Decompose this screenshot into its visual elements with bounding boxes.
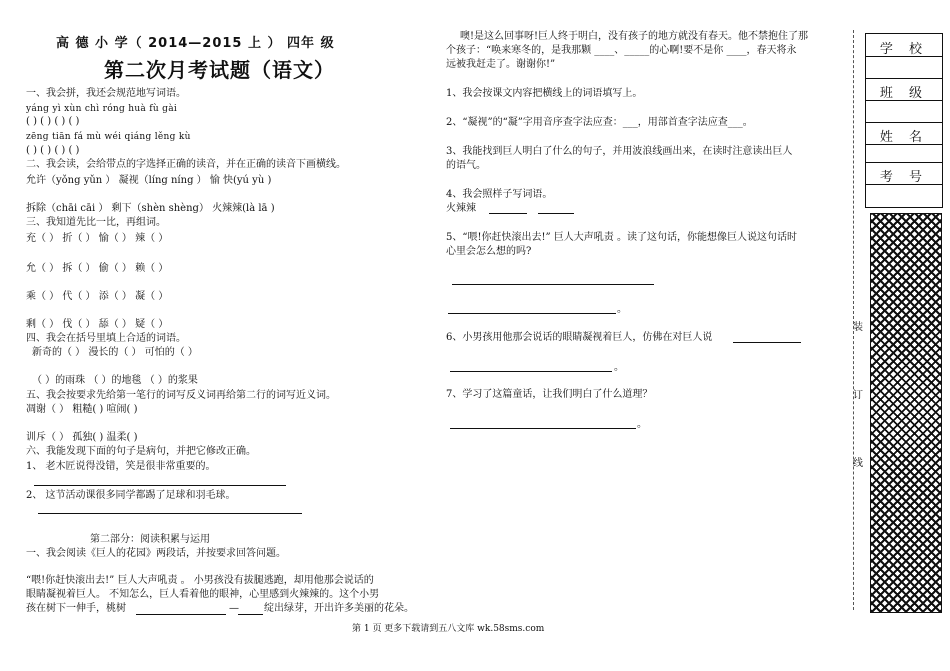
- question-3-line-2: 的语气。: [446, 160, 486, 171]
- name-label: 姓 名: [879, 130, 929, 145]
- part-2-heading: 第二部分：阅读积累与运用: [90, 534, 210, 545]
- answer-line-q6-1[interactable]: [733, 342, 801, 343]
- example-word: 火辣辣: [446, 203, 476, 214]
- school-input[interactable]: [866, 56, 942, 79]
- passage-line-3: 孩在树下一伸手，桃树: [26, 603, 126, 614]
- q5-period: 。: [617, 304, 627, 315]
- section-2-heading: 二、我会读，会给带点的字选择正确的读音，并在正确的读音下画横线。: [26, 159, 346, 170]
- question-3-line-1: 3、我能找到巨人明白了什么的句子，并用波浪线画出来，在读时注意读出巨人: [446, 146, 793, 157]
- passage-line-1: “喂!你赶快滚出去!” 巨人大声吼责 。 小男孩没有拔腿逃跑，却用他那会说话的: [26, 575, 374, 586]
- passage2-line-3: 远被我赶走了。谢谢你!”: [446, 59, 556, 70]
- q6-period: 。: [614, 362, 624, 373]
- answer-line-1[interactable]: [34, 485, 286, 486]
- compare-row-3: 乘（ ） 代（ ） 添（ ） 凝（ ）: [26, 291, 169, 302]
- student-info-box: [865, 33, 943, 208]
- section-5-heading: 五、我会按要求先给第一笔行的词写反义词再给第二行的词写近义词。: [26, 390, 336, 401]
- binding-char-1: 装: [853, 322, 863, 333]
- passage-dash: —: [229, 603, 239, 614]
- answer-line-q5-1[interactable]: [452, 284, 654, 285]
- section-3-heading: 三、我知道先比一比，再组词。: [26, 217, 166, 228]
- passage-line-2: 眼睛凝视着巨人。 不知怎么，巨人看着他的眼神，心里感到火辣辣的。这个小男: [26, 589, 380, 600]
- binding-char-3: 线: [853, 458, 863, 469]
- question-5-line-1: 5、“喂!你赶快滚出去!” 巨人大声吼责 。读了这句话，你能想像巨人说这句话时: [446, 232, 797, 243]
- passage2-line-2: 个孩子：“唤来寒冬的，是我那颗 ____、_____的心啊!要不是你 ____，春天将永: [446, 45, 797, 56]
- antonym-row: 凋谢（ ） 粗糙( ) 喧闹( ): [26, 404, 138, 415]
- exam-number-input[interactable]: [866, 184, 942, 205]
- passage-blank-2[interactable]: [238, 614, 263, 615]
- section-6-heading: 六、我能发现下面的句子是病句，并把它修改正确。: [26, 446, 256, 457]
- exam-number-row: [866, 162, 942, 185]
- school-row: [866, 34, 942, 57]
- exam-number-label: 考 号: [879, 170, 929, 185]
- answer-brackets-row-1: ( ) ( ) ( ) ( ): [26, 116, 80, 127]
- answer-line-q6-2[interactable]: [450, 371, 612, 372]
- question-7: 7、学习了这篇童话，让我们明白了什么道理？: [446, 389, 653, 400]
- school-header: 高 德 小 学（ 2014—2015 上 ） 四年 级: [56, 36, 335, 51]
- page-title: 第二次月考试题（语文）: [104, 58, 335, 82]
- fill-words-row-2: （ ）的雨珠 （ ）的地毯 （ ）的浆果: [32, 375, 198, 386]
- fill-words-row-1: 新奇的（ ） 漫长的（ ） 可怕的（ ）: [32, 347, 198, 358]
- reading-row-1: 允许（yǒng yǔn ） 凝视（líng níng ） 愉 快(yú yù ): [26, 175, 272, 186]
- question-5-line-2: 心里会怎么想的吗?: [446, 246, 532, 257]
- compare-row-4: 剩（ ） 伐（ ） 舔（ ） 疑（ ）: [26, 319, 169, 330]
- synonym-row: 训斥（ ） 孤独( ) 温柔( ): [26, 432, 138, 443]
- word-blank-2[interactable]: [538, 213, 574, 214]
- page-footer: 第 1 页 更多下载请到五八文库 wk.58sms.com: [352, 624, 545, 634]
- sick-sentence-1: 1、 老木匠说得没错，笑是很非常重要的。: [26, 461, 216, 472]
- class-input[interactable]: [866, 100, 942, 123]
- question-6: 6、小男孩用他那会说话的眼睛凝视着巨人，仿佛在对巨人说: [446, 332, 713, 343]
- word-blank-1[interactable]: [489, 213, 527, 214]
- q7-period: 。: [637, 419, 647, 430]
- binding-char-2: 订: [853, 390, 863, 401]
- section-4-heading: 四、我会在括号里填上合适的词语。: [26, 333, 186, 344]
- school-label: 学 校: [879, 42, 929, 57]
- answer-line-q5-2[interactable]: [448, 313, 616, 314]
- name-input[interactable]: [866, 144, 942, 163]
- passage-line-3-end: 绽出绿芽，开出许多美丽的花朵。: [264, 603, 414, 614]
- name-row: [866, 122, 942, 145]
- answer-brackets-row-2: ( ) ( ) ( ) ( ): [26, 145, 80, 156]
- compare-row-1: 充（ ） 折（ ） 愉（ ） 辣（ ）: [26, 233, 169, 244]
- question-4: 4、我会照样子写词语。: [446, 189, 553, 200]
- question-1: 1、我会按课文内容把横线上的词语填写上。: [446, 88, 643, 99]
- passage-blank-1[interactable]: [136, 614, 226, 615]
- reading-row-2: 拆除（chāi cāi ） 剩下（shèn shèng） 火辣辣(là lā ): [26, 203, 275, 214]
- class-label: 班 级: [879, 86, 929, 101]
- reading-intro: 一、我会阅读《巨人的花园》两段话，并按要求回答问题。: [26, 548, 286, 559]
- compare-row-2: 允（ ） 拆（ ） 偷（ ） 赖（ ）: [26, 263, 169, 274]
- answer-line-2[interactable]: [38, 513, 302, 514]
- section-1-heading: 一、我会拼，我还会规范地写词语。: [26, 88, 186, 99]
- pinyin-row-1: yáng yì xùn chì róng huà fù gài: [26, 104, 178, 114]
- passage2-line-1: 噢!是这么回事呀!巨人终于明白，没有孩子的地方就没有春天。他不禁抱住了那: [460, 31, 809, 42]
- hatched-strip: [870, 213, 942, 613]
- question-2: 2、“凝视”的“凝”字用音序查字法应查：___，用部首查字法应查___。: [446, 117, 753, 128]
- answer-line-q7[interactable]: [450, 428, 636, 429]
- sick-sentence-2: 2、 这节活动课很多同学都踢了足球和羽毛球。: [26, 490, 236, 501]
- pinyin-row-2: zēng tiān fá mù wéi qiáng lěng kù: [26, 132, 191, 142]
- class-row: [866, 78, 942, 101]
